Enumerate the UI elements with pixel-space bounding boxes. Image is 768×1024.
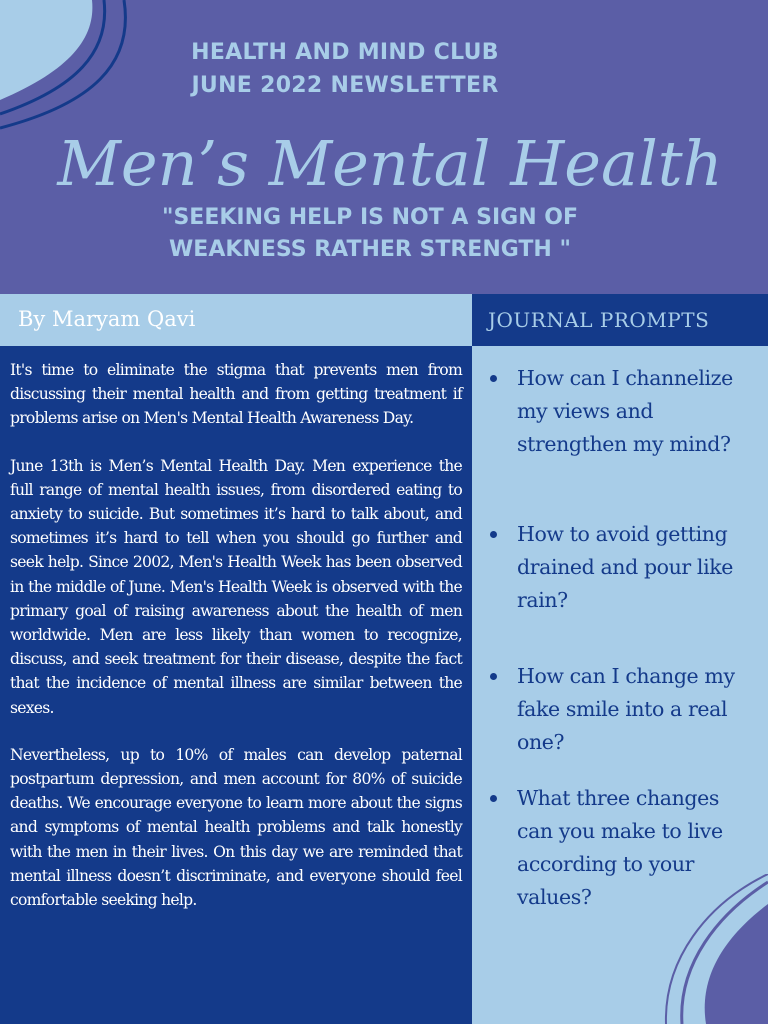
journal-prompts-header (472, 294, 768, 346)
prompt-text: What three changes can you make to live according to your values? (517, 786, 723, 909)
article-paragraph: It's time to eliminate the stigma that prevents men from discussing their mental health and from getting treatment if problems arise on Men's Mental Health Awareness Day. (10, 361, 462, 428)
newsletter-header (0, 0, 768, 294)
club-name: HEALTH AND MIND CLUB (191, 40, 499, 65)
list-item (490, 660, 760, 759)
bullet-icon (490, 673, 497, 680)
article-paragraph: June 13th is Men’s Mental Health Day. Men experience the full range of mental health issues, from disordered eating to anxiety to suicide. But sometimes it’s hard to talk about, and sometimes it’s hard to tell when you should go further and seek help. Since 2002, Men's Health Week has been observed in the middle of June. Men's Health Week is observed with the primary goal of raising awareness about the health of men worldwide. Men are less likely than women to recognize, discuss, and seek treatment for their disease, despite the fact that the incidence of mental illness are similar between the sexes. (10, 456, 462, 717)
prompt-text: How can I change my fake smile into a real one? (517, 664, 735, 754)
author-bar (0, 294, 472, 346)
newsletter-quote (0, 202, 740, 266)
article-paragraph: Nevertheless, up to 10% of males can develop paternal postpartum depression, and men account for 80% of suicide deaths. We encourage everyone to learn more about the signs and symptoms of mental health problems and talk honestly with the men in their lives. On this day we are reminded that mental illness doesn’t discriminate, and everyone should feel comfortable seeking help. (10, 745, 462, 910)
bullet-icon (490, 375, 497, 382)
journal-prompts-title: JOURNAL PROMPTS (488, 308, 710, 332)
prompt-text: How to avoid getting drained and pour like rain? (517, 522, 733, 612)
newsletter-title: Men’s Mental Health (57, 127, 723, 200)
newsletter-date: JUNE 2022 NEWSLETTER (191, 73, 499, 98)
bullet-icon (490, 531, 497, 538)
quote-line-2: WEAKNESS RATHER STRENGTH " (169, 237, 571, 262)
corner-wave-decoration (658, 874, 768, 1024)
author-byline: By Maryam Qavi (18, 307, 196, 331)
list-item (490, 362, 760, 461)
journal-prompts-list (472, 346, 768, 1024)
bullet-icon (490, 795, 497, 802)
article-body (0, 346, 472, 1024)
prompt-text: How can I channelize my views and strengthen my mind? (517, 366, 733, 456)
quote-line-1: "SEEKING HELP IS NOT A SIGN OF (161, 205, 578, 230)
club-heading (0, 36, 690, 102)
list-item (490, 518, 760, 617)
